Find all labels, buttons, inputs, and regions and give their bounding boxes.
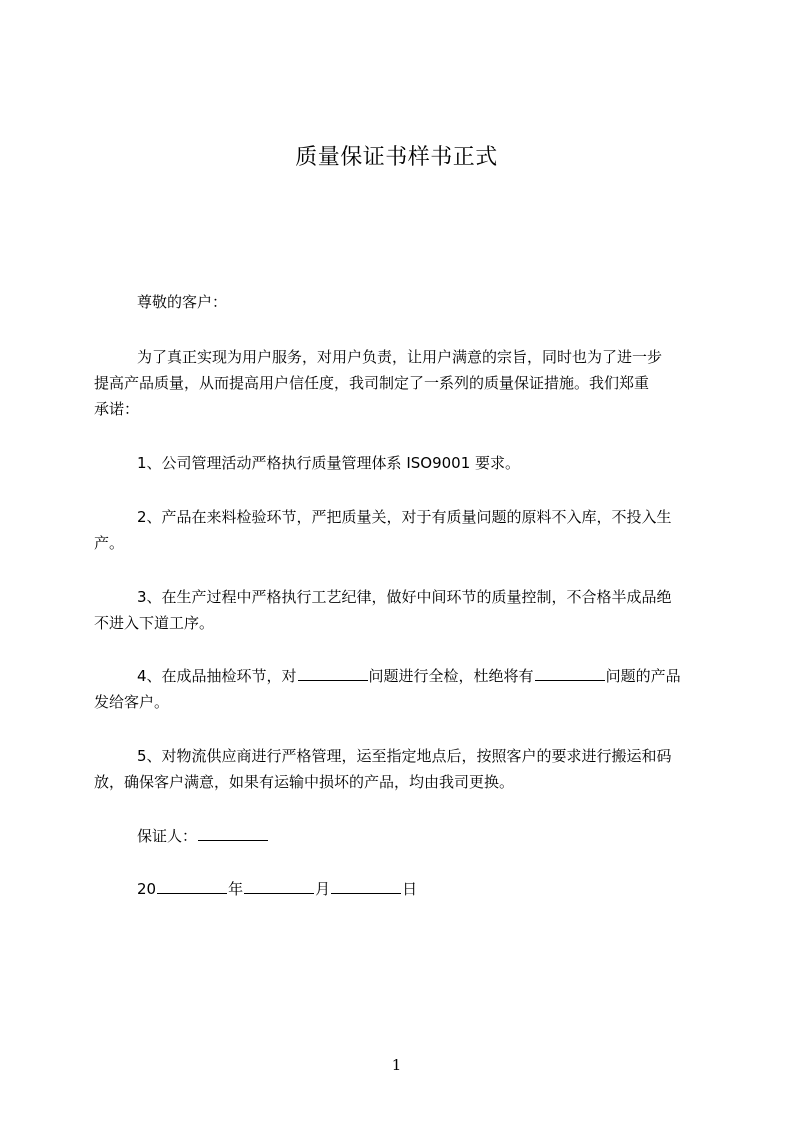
guarantor-line [137, 826, 269, 846]
item-4-part-1: 4、在成品抽检环节，对 [137, 667, 297, 685]
item-4-line-1 [137, 666, 681, 686]
item-2-line-2: 产。 [94, 534, 125, 552]
item-1-line-1: 1、公司管理活动严格执行质量管理体系 ISO9001 要求。 [137, 454, 521, 472]
salutation: 尊敬的客户： [137, 293, 228, 311]
item-5-line-1: 5、对物流供应商进行严格管理，运至指定地点后，按照客户的要求进行搬运和码 [137, 747, 672, 765]
date-prefix: 20 [137, 880, 157, 898]
date-year-blank [157, 879, 227, 894]
date-day-blank [331, 879, 401, 894]
item-4-blank-2 [535, 666, 605, 681]
item-4-part-3: 问题的产品 [605, 667, 681, 685]
item-3-line-1: 3、在生产过程中严格执行工艺纪律，做好中间环节的质量控制，不合格半成品绝 [137, 588, 672, 606]
intro-line-3: 承诺： [94, 400, 140, 418]
item-3-line-2: 不进入下道工序。 [94, 614, 215, 632]
item-4-blank-1 [298, 666, 368, 681]
date-year-label: 年 [228, 880, 244, 898]
item-4-part-2: 问题进行全检，杜绝将有 [368, 667, 534, 685]
date-line [137, 879, 417, 899]
intro-line-1: 为了真正实现为用户服务，对用户负责，让用户满意的宗旨，同时也为了进一步 [137, 348, 663, 366]
item-4-line-2: 发给客户。 [94, 693, 170, 711]
page-number: 1 [391, 1056, 402, 1074]
document-title: 质量保证书样书正式 [295, 145, 498, 170]
date-day-label: 日 [402, 880, 418, 898]
guarantor-blank [198, 826, 268, 841]
intro-line-2: 提高产品质量，从而提高用户信任度，我司制定了一系列的质量保证措施。我们郑重 [94, 374, 650, 392]
item-2-line-1: 2、产品在来料检验环节，严把质量关，对于有质量问题的原料不入库，不投入生 [137, 508, 672, 526]
guarantor-label: 保证人： [137, 827, 198, 845]
item-5-line-2: 放，确保客户满意，如果有运输中损坏的产品，均由我司更换。 [94, 773, 515, 791]
date-month-blank [244, 879, 314, 894]
date-month-label: 月 [315, 880, 331, 898]
